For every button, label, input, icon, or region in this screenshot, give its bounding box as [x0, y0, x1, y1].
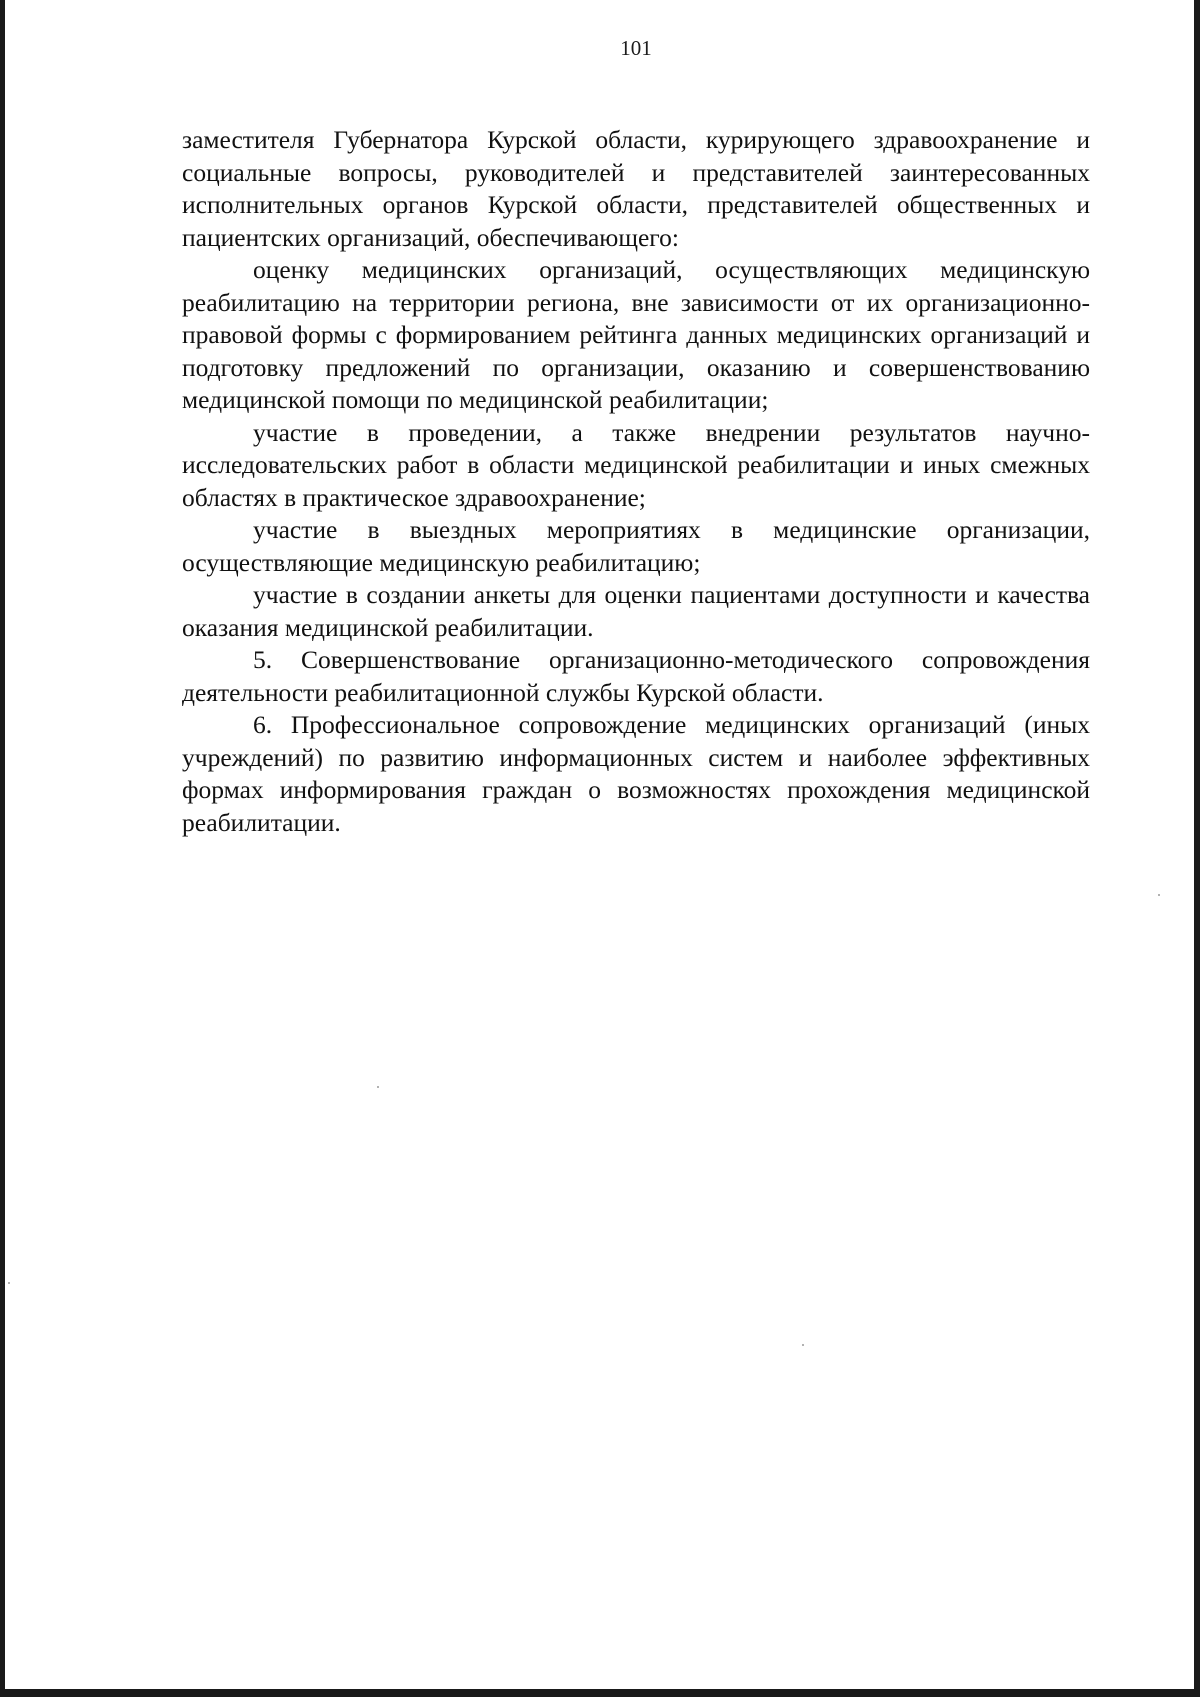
paragraph-item-5: 5. Совершенствование организационно-методического сопровождения деятельности реабилитационной службы Курской области.: [182, 645, 1090, 707]
scan-speck: [377, 1086, 379, 1088]
scan-speck: [1158, 894, 1160, 896]
paragraph-item-6: 6. Профессиональное сопровождение медицинских организаций (иных учреждений) по развитию информационных систем и наиболее эффективных формах информирования граждан о возможностях прохождения медицинской реабилитации.: [182, 710, 1090, 837]
page-number: 101: [620, 36, 652, 60]
paragraph-field-visits: участие в выездных мероприятиях в медицинские организации, осуществляющие медицинскую реабилитацию;: [182, 515, 1090, 577]
paragraph-research: участие в проведении, а также внедрении результатов научно-исследовательских работ в области медицинской реабилитации и иных смежных областях в практическое здравоохранение;: [182, 417, 1090, 512]
scan-border-left: [0, 0, 5, 1697]
scan-border-bottom: [0, 1689, 1200, 1697]
scan-speck: [8, 1282, 10, 1284]
paragraph-intro: заместителя Губернатора Курской области, курирующего здравоохранение и социальные вопросы, руководителей и представителей заинтересованных исполнительных органов Курской области, представителей общественных и пациентских организаций, обеспечивающего:: [182, 125, 1090, 252]
paragraph-survey: участие в создании анкеты для оценки пациентами доступности и качества оказания медицинской реабилитации.: [182, 580, 1090, 642]
scan-speck: [802, 1344, 804, 1346]
paragraph-assessment: оценку медицинских организаций, осуществляющих медицинскую реабилитацию на территории региона, вне зависимости от их организационно-правовой формы с формированием рейтинга данных медицинских организаций и подготовку предложений по организации, оказанию и совершенствованию медицинской помощи по медицинской реабилитации;: [182, 255, 1090, 414]
document-body: [182, 124, 1090, 839]
scan-border-right: [1194, 0, 1200, 1697]
